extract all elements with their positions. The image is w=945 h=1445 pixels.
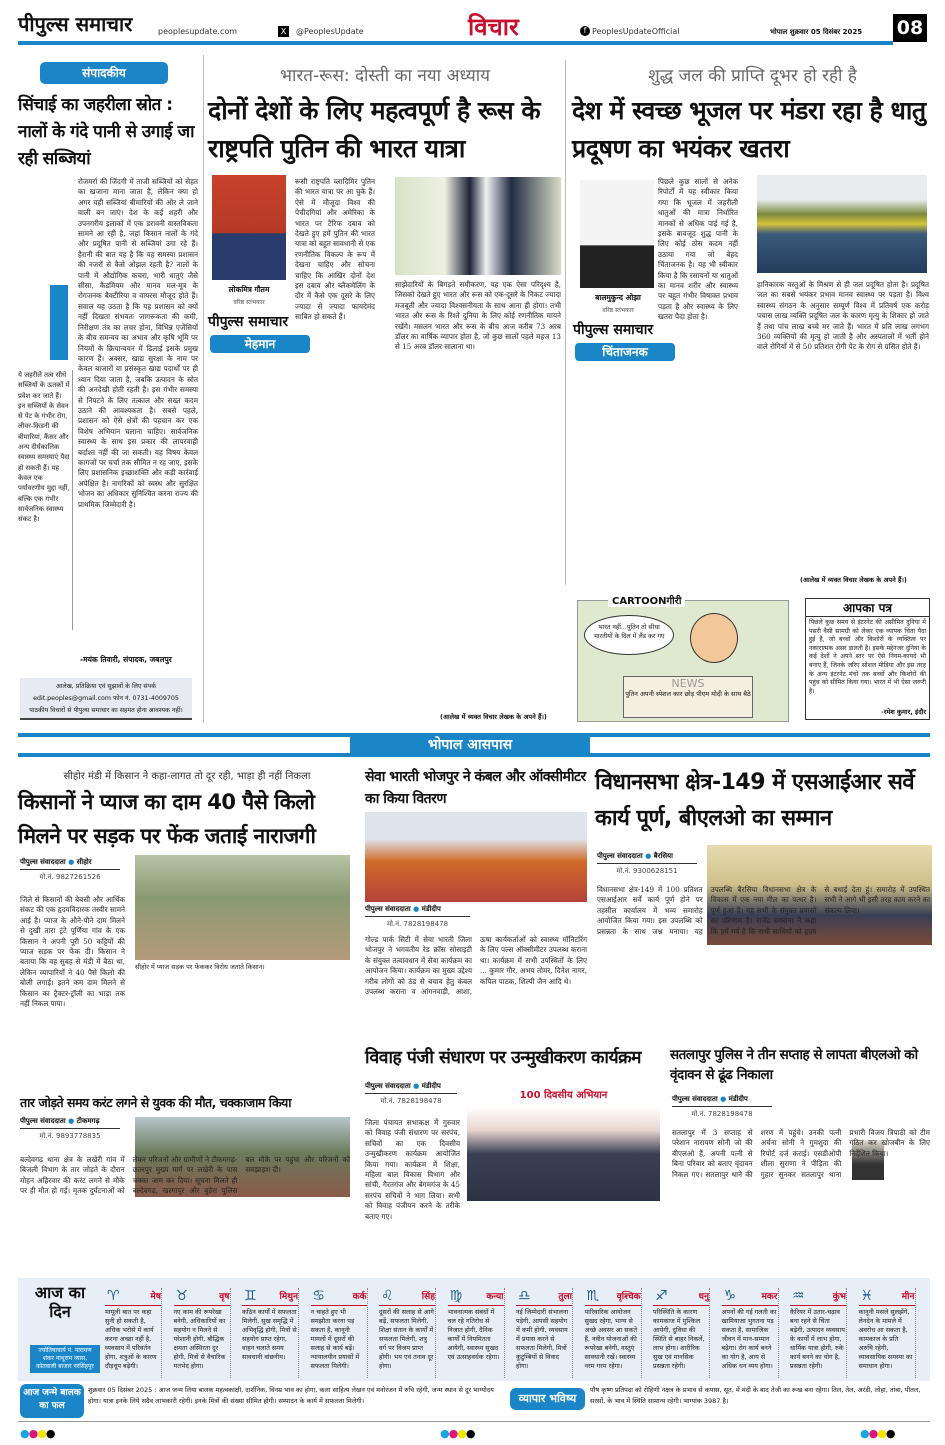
news-byline-block bbox=[597, 852, 697, 876]
byline: पीपुल्स संवाददाता ● बैरसिया bbox=[597, 852, 697, 864]
column-divider bbox=[203, 55, 204, 723]
cartoon-newspaper bbox=[623, 676, 753, 718]
horoscope-sign bbox=[859, 1288, 916, 1378]
cartoon-character-face bbox=[690, 613, 738, 663]
sign-text: न चाहते हुए भी समझौता करना पड़ सकता है, कानूनी मामलों में दूसरों की सलाह से कार्य बढ़ें। न्यायालयीन प्रयासों में सफलता मिलेगी। bbox=[310, 1308, 360, 1370]
disclaimer: पाठकीय विचारों से पीपुल्स समाचार का सहमत होना आवश्यक नहीं। bbox=[29, 707, 183, 714]
cartoon-title: CARTOONगीरी bbox=[608, 593, 685, 607]
news-kicker: सीहोर मंडी में किसान ने कहा-लागत तो दूर रही, भाड़ा ही नहीं निकला bbox=[63, 771, 311, 782]
sign-name: कर्क bbox=[311, 1288, 367, 1306]
news-body: बल्देवगढ़ थाना क्षेत्र के लखेरी गांव में बिजली विभाग के तार जोड़ते के दौरान मोहन अहिरवार की करंट लगने से मौके पर ही मौत हो गई। मृतक दुर्घटनाओं को लेकर परिजनों और ग्रामीणों ने टीकमगढ़-छतरपुर मुख्य मार्ग पर लखेरी के पास चक्का जाम कर दिया। सूचना मिलते ही बल्देवगढ़, खरगापुर और बुडेरा पुलिस बल मौके पर पहुंचा और परिजनों को समझाइश दी। bbox=[20, 1155, 350, 1196]
horoscope-sign bbox=[379, 1288, 436, 1378]
author-role: वरिष्ठ स्तंभकार bbox=[602, 307, 634, 314]
byline: पीपुल्स संवाददाता ● मंडीदीप bbox=[365, 905, 470, 917]
article1-body-intro: रूसी राष्ट्रपति व्लादिमिर पुतिन की भारत यात्रा पर आ चुके हैं। ऐसे में मौजूदा विश्व की पेचीदगियां और अमेरिका के भारत पर टैरिफ दबाव को देखते हुए हमें पुतिन की भारत यात्रा को बहुत सावधानी से एक रणनीतिक विकल्प के रूप में देखना चाहिए और सोचना चाहिए कि आखिर दोनों देश इस दबाव और ब्लैकमेलिंग के दौर में कैसे एक दूसरे के लिए ज्यादा से ज्यादा फायदेमंद साबित हो सकते हैं। bbox=[295, 177, 375, 322]
author-name: लोकमित्र गौतम bbox=[228, 285, 270, 294]
contact-box bbox=[20, 678, 192, 720]
sign-text: अपनों की गई गलती का खामियाजा भुगतना पड़ सकता है, सामाजिक जीवन में मान-सम्मान बढ़ेगा। रोग कार्य बनने का योग है, आय से अधिक धन व्यय होगा। bbox=[721, 1308, 777, 1370]
seva-bharti-photo bbox=[365, 812, 587, 902]
byline-mobile: मो.नं. 9827261526 bbox=[39, 873, 101, 881]
news-body: गोल्ड पार्क सिटी में सेवा भारती जिला भोजपुर ने भगवतीय रेड क्रॉस सोसाइटी के संयुक्त तत्वावधान में सेवा कार्यक्रम का आयोजन किया। कार्यक्रम का मुख्य उद्देश्य गरीब लोगों को ठंड से बचाव हेतु कंबल उपलब्ध कराना व आंगनवाड़ी, आशा, ऊषा कार्यकर्ताओं को स्वास्थ्य मॉनिटरिंग के लिए पल्स ऑक्सीमीटर उपलब्ध कराना था। कार्यक्रम में सभी उपस्थितों के लिए ... कुमार गौर, अभय तोमर, दिनेश नागर, कपिल पाठक, शिल्पी जैन आदि थे। bbox=[365, 935, 587, 997]
contact-title: आलेख, प्रतिक्रिया एवं सुझावों के लिए संपर्क bbox=[55, 683, 157, 690]
x-logo-icon: X bbox=[278, 26, 289, 37]
horoscope-sign bbox=[653, 1288, 710, 1378]
byline-mobile: मो.नं. 7828198478 bbox=[380, 1097, 442, 1105]
horoscope-sign bbox=[105, 1288, 162, 1378]
photo-banner: 100 दिवसीय अभियान bbox=[499, 1087, 629, 1101]
news-byline-block bbox=[365, 1082, 457, 1106]
article1-badge: मेहमान bbox=[210, 335, 310, 353]
sign-text: कैरियर में उतार-चढ़ाव बना रहने से चिंता बढ़ेगी, उत्पादन व्यवसाय के कार्यों में लाभ होगा, धार्मिक यात्रा होगी, रुके कार्य बनने का योग है, प्रसन्नता रहेगी। bbox=[790, 1308, 845, 1370]
sign-name: धनु bbox=[653, 1288, 709, 1306]
registration-marks-left: ●●●● bbox=[20, 1427, 55, 1440]
horoscope-sign bbox=[448, 1288, 505, 1378]
horoscope-sign bbox=[585, 1288, 642, 1378]
sign-text: कानूनी मसले सुलझेंगे, लेनदेन के मामले में अवरोध आ सकता है, कामकाज के प्रति अरुचि रहेगी, व्यावसायिक समस्या का समाधान होगा। bbox=[858, 1308, 913, 1370]
zodiac-symbol-icon: ♌ bbox=[381, 1288, 394, 1304]
news-byline-block bbox=[20, 858, 120, 882]
newspaper-label: NEWS bbox=[671, 677, 705, 690]
sign-name: कुंभ bbox=[790, 1288, 846, 1306]
cartoon-panel bbox=[577, 596, 789, 722]
modi-putin-photo bbox=[395, 177, 561, 275]
letter-box bbox=[805, 598, 930, 720]
editorial-signoff: -मयंक तिवारी, संपादक, जबलपुर bbox=[80, 655, 172, 664]
byline-place: मंडीदीप bbox=[421, 905, 441, 913]
business-text: पौष कृष्ण प्रतिपदा को रोहिणी नक्षत्र के प्रभाव से कपास, सूत, में मंदी के बाद तेजी का रूख बना रहेगा। तिल, तेल, अरंडी, लोहा, तांबा, पीतल, सरसों, के भाव में स्थिति सामान्य रहेगी। भाग्यांक 3987 है। bbox=[590, 1386, 921, 1405]
masthead-small: पीपुल्स समाचार bbox=[573, 322, 654, 338]
letter-author: -रमेश कुमार, इंदौर bbox=[881, 708, 926, 716]
byline: पीपुल्स संवाददाता ● मंडीदीप bbox=[365, 1082, 457, 1094]
sign-name: सिंह bbox=[379, 1288, 435, 1306]
news-headline: विवाह पंजी संधारण पर उन्मुखीकरण कार्यक्रम bbox=[365, 1048, 642, 1068]
byline-mobile: मो.नं. 9300628151 bbox=[616, 867, 678, 875]
sign-text: पारिवारिक आयोजन सुखद रहेगा, भाग्य से अच्छे अवसर आ सकते हैं, नवीन योजनाओं की रूपरेखा बनेगी, वस्तुएं सावधानी रखें। स्वास्थ्य नरम गरम रहेगा। bbox=[584, 1308, 638, 1370]
byline-reporter: पीपुल्स संवाददाता bbox=[20, 1117, 66, 1125]
news-body: सतलापुर में 3 सप्ताह से परेशान नारायण सोनी जो की बीएलओ हैं, अपनी पत्नी से बिना परिवार को बताए वृंदावन निकल गए। सतलापुर थाने की शरण में पहुंचे। उनकी पत्नी अर्चना सोनी ने गुमशुदा की रिपोर्ट दर्ज कराई। एसडीओपी शीला सुराणा ने पीड़िता की गुहार सुनकर सतलापुर थाना प्रभारी विजय त्रिपाठी को टीम गठित कर खोजबीन के लिए निर्देशित किया। bbox=[672, 1128, 930, 1179]
news-headline: विधानसभा क्षेत्र-149 में एसआईआर सर्वे कार्य पूर्ण, बीएलओ का सम्मान bbox=[595, 770, 915, 831]
letter-body: पिछले कुछ समय से इंटरनेट की असीमित दुनिया में पसरी वैसी सामग्री को लेकर एक व्यापक चिंता पैदा हुई है, जो बच्चों और किशोरों के व्यक्तित्व पर नकारात्मक असर डालती है। इसके मद्देनजर दुनिया के कई देशों ने अपने स्तर पर ऐसे नियम-कायदे भी बनाए हैं, जिनके जरिए सोशल मीडिया और इस तरह के अन्य इंटरनेट मंचों तक बच्चों और किशोरों की पहुंच को सीमित किया गया। भारत में भी ऐसा जरूरी है। bbox=[809, 619, 926, 695]
byline: पीपुल्स संवाददाता ● मंडीदीप bbox=[672, 1095, 772, 1107]
registration-marks-right: ●●●● bbox=[860, 1427, 895, 1440]
zodiac-symbol-icon: ♓ bbox=[860, 1288, 874, 1304]
sign-text: परिस्थिति के कारण कामकाज में मुश्किल आयेगी, दुविधा की स्थिति से बाहर निकलें, लाभ होगा। शारीरिक सुख एवं मानसिक प्रसन्नता रहेगी। bbox=[653, 1308, 705, 1370]
sign-name: मेष bbox=[105, 1288, 161, 1306]
article2-footnote: (आलेख में व्यक्त विचार लेखक के अपने हैं।) bbox=[800, 576, 907, 584]
byline-reporter: पीपुल्स संवाददाता bbox=[365, 905, 411, 913]
zodiac-symbol-icon: ♏ bbox=[586, 1288, 600, 1304]
page-number: 08 bbox=[893, 14, 927, 42]
facebook-icon: f bbox=[580, 26, 590, 36]
news-headline: किसानों ने प्याज का दाम 40 पैसे किलो मिलने पर सड़क पर फेंक जताई नाराजगी bbox=[18, 790, 316, 848]
contact-email[interactable]: edit.peoples@gmail.com bbox=[33, 695, 112, 702]
horoscope-sign bbox=[242, 1288, 299, 1378]
article1-kicker: भारत-रूस: दोस्ती का नया अध्याय bbox=[280, 66, 490, 86]
pull-quote-marker bbox=[50, 285, 68, 360]
zodiac-symbol-icon: ♒ bbox=[792, 1288, 805, 1304]
news-byline-block bbox=[20, 1117, 120, 1141]
editorial-headline: सिंचाई का जहरीला स्रोत : नालों के गंदे पानी से उगाई जा रही सब्जियां bbox=[18, 95, 194, 169]
news-body: विधानसभा क्षेत्र-149 में 100 प्रतिशत एसआईआर सर्वे कार्य पूर्ण होने पर तहसील कार्यालय में भव्य समारोह आयोजित किया गया। इस उपलब्धि को प्रसन्नता के साथ जश्न मनाया। यह उपलब्धि बैरसिया विधानसभा क्षेत्र के विकास में एक नया मील का पत्थर है। पूर्ण हुआ है। यह सभी के संयुक्त प्रयासों का परिणाम है। राजेंद्र सक्सेना ने कहा कि हमें गर्व है कि सभी साथियों को हृदय से बधाई देता हूं। समारोह में उपस्थित सभी ने आगे भी इसी तरह काम करने का संकल्प लिया। bbox=[597, 885, 930, 936]
sign-name: कन्या bbox=[448, 1288, 504, 1306]
polluted-water-photo bbox=[757, 175, 927, 273]
zodiac-symbol-icon: ♉ bbox=[175, 1288, 189, 1304]
news-body: जिले से किसानों की बेबसी और आर्थिक संकट की एक हृदयविदारक तस्वीर सामने आई है। प्याज के औने-पौने दाम मिलने से दुखी तारा ट्रंटे पूर्णिया गांव के एक किसान ने अपनी पूरी 50 कट्टियों की प्याज सड़क पर फेंक दी। किसान ने बताया कि वह सुबह से मंडी में बैठा था, लेकिन व्यापारियों ने 40 पैसे किलो की बोली लगाई। इतने कम दाम मिलने से किसान का ट्रैक्टर-ट्रॉली का भाड़ा तक नहीं निकल पाया। bbox=[20, 895, 125, 1009]
editorial-pull-quote: ये जहरीले तत्व सीधे सब्जियों के ऊतकों में प्रवेश कर जाते हैं। इन सब्जियों के सेवन से पेट के गंभीर रोग, लीवर-किडनी की बीमारियां, कैंसर और अन्य दीर्घकालिक स्वास्थ्य समस्याएं पैदा हो सकती हैं। यह केवल एक पर्यावरणीय मुद्दा नहीं, बल्कि एक गंभीर सार्वजनिक स्वास्थ्य संकट है। bbox=[18, 370, 73, 630]
article2-headline: देश में स्वच्छ भूजल पर मंडरा रहा है धातु प्रदूषण का भयंकर खतरा bbox=[572, 96, 926, 163]
byline-mobile: मो.नं. 9893778835 bbox=[39, 1132, 101, 1140]
sign-name: तुला bbox=[516, 1288, 572, 1306]
byline-reporter: पीपुल्स संवाददाता bbox=[20, 858, 66, 866]
sign-text: भावनात्मक संबंधों में चल रहे गतिरोध से निजात होगी, दैनिक कार्यों में नियमितता आयेगी, स्वास्थ्य सुखद एवं उत्साहवर्धक रहेगा। bbox=[447, 1308, 500, 1361]
zodiac-symbol-icon: ♑ bbox=[723, 1288, 737, 1304]
column-divider bbox=[565, 60, 566, 585]
contact-phone: फोन नं. 0731-4009705 bbox=[113, 695, 179, 702]
horoscope-title: आज का दिन bbox=[34, 1283, 86, 1321]
website-link[interactable]: peoplesupdate.com bbox=[158, 27, 238, 36]
letter-title: आपका पत्र bbox=[806, 599, 929, 617]
horoscope-sign bbox=[174, 1288, 231, 1378]
byline-place: मंडीदीप bbox=[728, 1095, 748, 1103]
author-photo bbox=[580, 180, 654, 288]
byline-mobile: मो.नं. 7828198478 bbox=[691, 1110, 753, 1118]
byline-place: सीहोर bbox=[76, 858, 92, 866]
orientation-program-photo bbox=[467, 1083, 660, 1201]
byline: पीपुल्स संवाददाता ● सीहोर bbox=[20, 858, 120, 870]
zodiac-symbol-icon: ♊ bbox=[244, 1288, 257, 1304]
news-headline: सतलापुर पुलिस ने तीन सप्ताह से लापता बीएलओ को वृंदावन से ढूंढ निकाला bbox=[670, 1047, 918, 1083]
footer-rule bbox=[18, 1421, 930, 1422]
article2-badge: चिंताजनक bbox=[575, 343, 675, 361]
sign-text: मामूली बात पर कहा सुनी हो सकती है, अधिक भरोसे में कार्य करना अच्छा नहीं है, व्यवसाय में परिवर्तन होगा, शत्रुओं के कारण दौड़धूप बढ़ेगी। bbox=[105, 1308, 157, 1370]
article1-headline: दोनों देशों के लिए महत्वपूर्ण है रूस के राष्ट्रपति पुतिन की भारत यात्रा bbox=[208, 96, 541, 163]
section-band-bhopal-aaspaas: भोपाल आसपास bbox=[350, 733, 590, 757]
byline: पीपुल्स संवाददाता ● टीकमगढ़ bbox=[20, 1117, 120, 1129]
editorial-tag: संपादकीय bbox=[40, 62, 168, 84]
masthead-logo: पीपुल्स समाचार bbox=[18, 12, 133, 36]
cartoon-speech-bubble: भारत नहीं...पुतिन तो सीधा भारतीयों के दिल में लैंड कर गए bbox=[584, 615, 674, 655]
article2-body-intro: पिछले कुछ सालों से अनेक रिपोर्टों में यह स्वीकार किया गया कि भूजल में जहरीली धातुओं की मात्रा निर्धारित मानकों से अधिक पाई गई है, इसके बावजूद शुद्ध पानी के लिए कोई ठोस कदम नहीं उठाया गया जो बेहद चिंताजनक है। यह भी स्वीकार किया है कि रसायनों या धातुओं का मानव शरीर और स्वास्थ्य पर बहुत गंभीर विषाक्त प्रभाव पड़ता है और स्वास्थ्य के लिए खतरा पैदा होता है। bbox=[658, 177, 738, 322]
byline-place: टीकमगढ़ bbox=[76, 1117, 100, 1125]
birth-label: आज जन्मे बालक का फल bbox=[20, 1384, 84, 1418]
sign-name: मीन bbox=[859, 1288, 915, 1306]
sign-text: नई जिम्मेदारी संभालना पड़ेगी, आपसी सहयोग में कमी होगी, व्यवसाय में प्रयास करने से सफलता मिलेगी, मित्रों कुटुम्बियों से विवाद होगा। bbox=[516, 1308, 569, 1370]
sign-name: वृष bbox=[174, 1288, 230, 1306]
section-title: विचार bbox=[468, 13, 519, 41]
news-byline-block bbox=[365, 905, 470, 929]
byline-reporter: पीपुल्स संवाददाता bbox=[672, 1095, 718, 1103]
dateline: भोपाल शुक्रवार 05 दिसंबर 2025 bbox=[770, 28, 863, 36]
sign-name: मिथुन bbox=[242, 1288, 298, 1306]
masthead-small: पीपुल्स समाचार bbox=[208, 314, 289, 330]
newspaper-text: पुतिन अपनी स्पेशल कार छोड़ पीएम मोदी के साथ बैठे bbox=[625, 690, 751, 698]
news-byline-block bbox=[672, 1095, 772, 1119]
article1-footnote: (आलेख में व्यक्त विचार लेखक के अपने हैं।) bbox=[440, 713, 547, 721]
zodiac-symbol-icon: ♍ bbox=[449, 1288, 463, 1304]
birth-text: शुक्रवार 05 दिसंबर 2025 : आज जन्म लिया बालक महत्वकांक्षी, दार्शनिक, विनम्र भाव का होगा, कला साहित्य लेखन एवं मनोरंजन में रुचि रहेगी, जन्म स्थान से दूर भाग्योदय होगा। यात्रा इनके लिये सदैव लाभकारी रहेगी। इनके मित्रों की संख्या सीमित होगी। सम्पादन के कार्य में सफलता मिलेगी। bbox=[88, 1386, 494, 1405]
news-headline: सेवा भारती भोजपुर ने कंबल और ऑक्सीमीटर का किया वितरण bbox=[365, 769, 586, 807]
author-role: वरिष्ठ स्तंभकार bbox=[233, 299, 265, 306]
horoscope-sign bbox=[516, 1288, 573, 1378]
horoscope-sign bbox=[790, 1288, 847, 1378]
byline-place: मंडीदीप bbox=[421, 1082, 441, 1090]
article1-body-main: साझेदारियों के बिगड़ते समीकरण, यह एक ऐसा परिदृश्य है, जिसको देखते हुए भारत और रूस को एक-दूसरे के निकट ज्यादा मजबूती और ज्यादा विश्वसनीयता के साथ आना ही होगा। तभी भारत और रूस के रिश्ते दुनिया के लिए कोई रणनीतिक मायने रखेंगे। मसलन भारत और रूस के बीच आज करीब 73 अरब डॉलर का वार्षिक व्यापार होता है, जो कुछ सालों पहले महज 13 से 15 अरब डॉलर सालाना था। bbox=[395, 280, 561, 352]
x-handle[interactable]: @PeoplesUpdate bbox=[296, 27, 364, 36]
horoscope-sign bbox=[311, 1288, 368, 1378]
author-photo bbox=[212, 175, 286, 280]
editorial-body: रोजमर्रा की जिंदगी में ताजी सब्जियों को सेहत का खजाना माना जाता है, लेकिन क्या हो अगर यही सब्जियां बीमारियों की ओर ले जाने वाली बन जाएं। देश के कई शहरी और उपनगरीय इलाकों में एक डरावनी वास्तविकता सामने आ रही है, जहां किसान नालों के गंदे और प्रदूषित पानी से सब्जियां उगा रहे हैं। हैरानी की बात यह है कि यह समस्या प्रशासन की नजरों से कैसे ओझल रहती है? नालों के पानी में औद्योगिक कचरा, भारी धातुएं जैसे सीसा, कैडमियम और मानव मल-मूत्र के रोगजनक बैक्टीरिया व वायरस मौजूद होते हैं। सवाल यह उठता है कि यह प्रशासन को क्यों नहीं दिखता संभवतः जागरूकता की कमी, निरीक्षण तंत्र का लचर होना, विभिन्न एजेंसियों के बीच समन्वय का अभाव और कृषि भूमि पर नियमों के क्रियान्वयन में ढिलाई इसके प्रमुख कारण हैं। अक्सर, खाद्य सुरक्षा के नाम पर केवल बाजारों या प्रसंस्कृत खाद्य पदार्थों पर ही ध्यान दिया जाता है, जबकि उत्पादन के स्रोत की अनदेखी होती रहती है। इस गंभीर समस्या से निपटने के लिए तत्काल और सख्त कदम उठाने की आवश्यकता है। सबसे पहले, प्रशासन को ऐसे क्षेत्रों की पहचान कर एक विशेष अभियान चलाना चाहिए। सार्वजनिक स्वास्थ्य के साथ इस प्रकार की लापरवाही बर्दाश्त नहीं की जा सकती। यह विषय केवल कागजों पर चर्चा तक सीमित न रह जाए, इसके लिए प्रशासनिक इच्छाशक्ति और कड़ी कार्रवाई अपेक्षित है। नागरिकों को स्वस्थ और सुरक्षित भोजन का अधिकार सुनिश्चित करना राज्य की प्राथमिक जिम्मेदारी है। bbox=[78, 177, 198, 509]
zodiac-symbol-icon: ♋ bbox=[312, 1288, 326, 1304]
byline-place: बैरसिया bbox=[653, 852, 673, 860]
article2-body-main: हानिकारक वस्तुओं के मिश्रण से ही जल प्रदूषित होता है। प्रदूषित जल का सबसे भयंकर प्रभाव मानव स्वास्थ्य पर पड़ता है। विश्व स्वास्थ्य संगठन के अनुसार सम्पूर्ण विश्व में प्रतिवर्ष एक करोड़ पचास लाख व्यक्ति प्रदूषित जल के कारण मृत्यु के शिकार हो जाते हैं तथा पांच लाख बच्चे मर जाते हैं। भारत में प्रति लाख लगभग 360 व्यक्तियों की मृत्यु हो जाती है और अस्पतालों में भर्ती होने वाले रोगियों में से 50 प्रतिशत रोगी पेट के रोग से ग्रसित होते हैं। bbox=[757, 280, 929, 352]
sign-name: मकर bbox=[722, 1288, 778, 1306]
business-label: व्यापार भविष्य bbox=[510, 1388, 585, 1410]
sign-text: दूसरों की सलाह से आगे बढ़ें, सफलता मिलेगी, शिक्षा संतान के कार्यों में सफलता मिलेगी, शत्रु वर्ग पर विजय प्राप्त होगी। भय एवं तनाव दूर होगा। bbox=[379, 1308, 434, 1370]
onion-protest-photo bbox=[135, 855, 350, 960]
photo-caption: सीहोर में प्याज सड़क पर फेंककर विरोध जताते किसान। bbox=[135, 963, 265, 971]
horoscope-sign bbox=[722, 1288, 779, 1378]
zodiac-symbol-icon: ♐ bbox=[655, 1288, 668, 1304]
article2-kicker: शुद्ध जल की प्राप्ति दूभर हो रही है bbox=[648, 66, 857, 86]
news-body: जिला पंचायत सभाकक्ष में गुरुवार को विवाह पंजी संधारण पर सरपंच, सचिवों का एक दिवसीय उन्मुखीकरण कार्यक्रम आयोजित किया गया। कार्यक्रम में शिक्षा, महिला बाल विकास विभाग और सांची, गैरतगंज और बेगमगंज के 45 सरपंच सचिवों ने भाग लिया। सभी को विवाह पंजीयन करने के तरीके बताए गए। bbox=[365, 1118, 460, 1221]
byline-reporter: पीपुल्स संवाददाता bbox=[365, 1082, 411, 1090]
author-name: बालमुकुन्द ओझा bbox=[595, 293, 641, 302]
byline-mobile: मो.नं. 7828198478 bbox=[386, 920, 449, 928]
sign-text: कठिन कार्यों में सफलता मिलेगी, सुख समृद्धि में अभिवृद्धि होगी, मित्रों से सहयोग प्राप्त रहेगा, वाहन चलाते समय सावधानी वांछनीय। bbox=[242, 1308, 297, 1361]
zodiac-symbol-icon: ♎ bbox=[518, 1288, 531, 1304]
sign-name: वृश्चिक bbox=[585, 1288, 641, 1306]
astrologer-credit: ज्योतिषाचार्य पं. नारायण शंकर नाथूराम व्यास, कोतवाली बाजार नरसिंहपुर bbox=[30, 1345, 100, 1373]
facebook-handle[interactable]: PeoplesUpdateOfficial bbox=[592, 27, 680, 36]
header-rule bbox=[18, 41, 893, 45]
news-headline: तार जोड़ते समय करंट लगने से युवक की मौत, चक्काजाम किया bbox=[20, 1095, 292, 1110]
registration-marks-center: ●●●● bbox=[440, 1427, 475, 1440]
sign-text: नए काम की रूपरेखा बनेगी, अधिकारियों का सहयोग न मिलने से परेशानी होगी, बौद्धिक क्षमता अस्थिरता दूर होगी, मित्रों से वैचारिक मतभेद होगा। bbox=[173, 1308, 226, 1370]
zodiac-symbol-icon: ♈ bbox=[107, 1288, 120, 1304]
byline-reporter: पीपुल्स संवाददाता bbox=[597, 852, 643, 860]
